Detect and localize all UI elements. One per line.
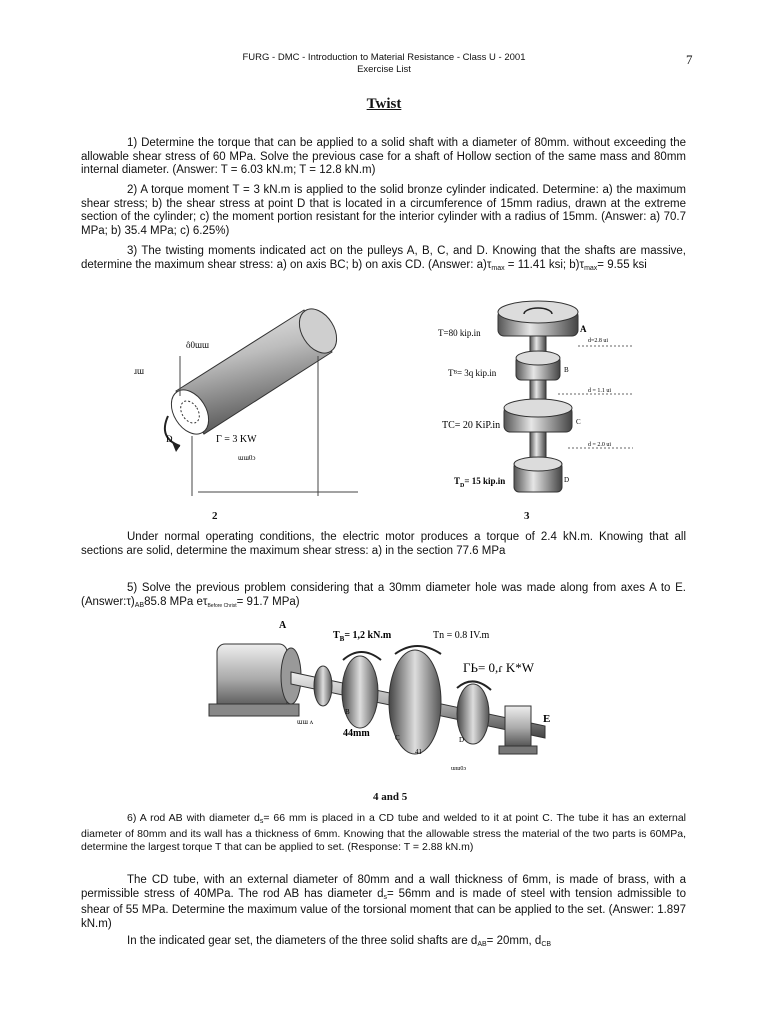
problem-4 bbox=[81, 531, 686, 558]
fig45-torque-b-sub: B bbox=[339, 635, 345, 643]
fig2-length-label: ɹɯ bbox=[134, 366, 144, 376]
problem-7-text: The CD tube, with an external diameter of 80mm and a wall thickness of 6mm, is made of brass, with a permissible stress of 40MPa. The rod AB has diameter d bbox=[81, 874, 686, 900]
problem-5-text: 85.8 MPa eτ bbox=[144, 595, 208, 608]
fig45-small-2: ɯɯ0ɔ bbox=[451, 766, 466, 772]
fig3-torque-d-rest: = 15 kip.in bbox=[464, 476, 506, 486]
fig45-label-c: C bbox=[395, 734, 400, 742]
subscript: Before Christ bbox=[207, 602, 237, 609]
fig2-small-label: ɯɯ0ɔ bbox=[238, 454, 256, 462]
pulley-stack bbox=[498, 301, 633, 492]
problem-8 bbox=[81, 935, 686, 952]
page-title-text: Twist bbox=[366, 96, 402, 112]
header-course: FURG - DMC - Introduction to Material Resistance - Class U - 2001 bbox=[242, 52, 526, 63]
fig45-label-d: D bbox=[459, 736, 465, 744]
fig45-small-1: ɯɯ ʌ bbox=[297, 718, 314, 726]
fig45-torque-b bbox=[333, 630, 392, 643]
fig45-torque-b-rest: = 1,2 kN.m bbox=[344, 630, 392, 641]
fig45-torque-e: ΓЬ= 0,ɾ K*W bbox=[463, 660, 535, 675]
fig2-diameter-label: ô0ɯɯ bbox=[186, 340, 210, 350]
fig2-point-d-label: D bbox=[166, 434, 173, 444]
fig3-label-c: C bbox=[576, 418, 581, 426]
figure-2-caption: 2 bbox=[212, 510, 218, 522]
problem-6 bbox=[81, 812, 686, 854]
problem-8-text: In the indicated gear set, the diameters of the three solid shafts are d bbox=[127, 935, 478, 947]
cylinder-drawing bbox=[164, 302, 358, 496]
figure-3-pulleys bbox=[428, 296, 648, 502]
problem-1 bbox=[81, 137, 686, 178]
fig45-label-a: A bbox=[279, 620, 287, 631]
subscript: max bbox=[584, 264, 598, 272]
problem-2 bbox=[81, 184, 686, 238]
figure-4-5-motor-shaft bbox=[205, 614, 565, 784]
fig3-torque-c: TC= 20 KiP.in bbox=[442, 420, 501, 431]
fig3-dim-2: d = 1.1 ui bbox=[588, 388, 612, 394]
fig3-label-b: B bbox=[564, 366, 569, 374]
fig3-dim-3: d = 2.0 ui bbox=[588, 442, 612, 448]
problem-7-text: = 56mm and is made of steel with tension admissible to shear of 55 MPa. Determine the maximum value of the torsional moment that can be applied to the set. (Answer: 1.897 kN.m) bbox=[81, 887, 686, 930]
problem-6-text: = 66 mm is placed in a CD tube and welded to it at point C. The tube it has an external diameter of 80mm and its wall has a thickness of 6mm. Knowing that the allowable stress the material of the two parts is 60MPa, determine the largest torque T that can be applied to set. (Response: T = 2.88 kN.m) bbox=[81, 812, 686, 853]
fig45-torque-b-t: T bbox=[333, 630, 340, 641]
problem-3 bbox=[81, 245, 686, 275]
problem-5-text: 5) Solve the previous problem considering that a 30mm diameter hole was made along from axes A to E. (Answer:τ) bbox=[81, 582, 686, 608]
problem-5 bbox=[81, 582, 686, 613]
fig3-label-d: D bbox=[564, 476, 570, 484]
page-title bbox=[0, 96, 768, 113]
problem-3-text: = 9.55 ksi bbox=[597, 258, 647, 271]
subscript: s bbox=[383, 893, 388, 901]
fig3-torque-d-sub: D bbox=[460, 483, 465, 489]
figure-4-5-caption: 4 and 5 bbox=[373, 791, 408, 803]
page-header bbox=[0, 52, 768, 76]
problem-3-text: 3) The twisting moments indicated act on the pulleys A, B, C, and D. Knowing that the shafts are massive, determine the maximum shear stress: a) on axis BC; b) on axis CD. (Answer: a)τ bbox=[81, 245, 686, 271]
fig3-torque-d-t: T bbox=[454, 476, 461, 486]
fig45-label-b: B bbox=[345, 708, 350, 716]
figure-2-cylinder bbox=[128, 296, 360, 502]
subscript: AB bbox=[134, 601, 145, 609]
problem-4-text: Under normal operating conditions, the electric motor produces a torque of 2.4 kN.m. Knowing that all sections are solid, determine the maximum shear stress: a) in the section 77.6 MPa bbox=[81, 531, 686, 557]
problem-6-text: 6) A rod AB with diameter d bbox=[127, 812, 260, 824]
fig3-torque-b: Tᴮ= 3q kip.in bbox=[448, 368, 497, 378]
problem-7 bbox=[81, 874, 686, 931]
fig45-dim-44: 44mm bbox=[343, 728, 370, 739]
fig3-dim-1: d=2.8 ui bbox=[588, 338, 609, 344]
fig45-label-e: E bbox=[543, 713, 551, 725]
figure-3-caption: 3 bbox=[524, 510, 530, 522]
subscript: CB bbox=[541, 941, 552, 948]
subscript: s bbox=[259, 818, 264, 825]
fig2-torque-label: Γ = 3 KW bbox=[216, 434, 257, 445]
header-subtitle: Exercise List bbox=[357, 64, 411, 75]
problem-2-text: 2) A torque moment T = 3 kN.m is applied to the solid bronze cylinder indicated. Determine: a) the maximum shear stress; b) the shear stress at point D that is located in a circumference of 15mm radius, drawn at the extreme section of the cylinder; c) the moment portion resistant for the interior cylinder with a radius of 15mm. (Answer: a) 70.7 MPa; b) 35.4 MPa; c) 6.25%) bbox=[81, 184, 686, 237]
fig3-label-a: A bbox=[580, 324, 587, 334]
problem-5-text: = 91.7 MPa) bbox=[236, 595, 300, 608]
fig45-dim-41: 41 bbox=[415, 748, 422, 756]
fig3-torque-a: T=80 kip.in bbox=[438, 328, 481, 338]
problem-8-text: = 20mm, d bbox=[486, 935, 542, 947]
fig45-torque-top: Tn = 0.8 IV.m bbox=[433, 630, 490, 641]
subscript: AB bbox=[477, 941, 487, 948]
problem-1-text: 1) Determine the torque that can be applied to a solid shaft with a diameter of 80mm. without exceeding the allowable shear stress of 60 MPa. Solve the previous case for a shaft of Hollow section of the same mass and 80mm internal diameter. (Answer: T = 6.03 kN.m; T = 12.8 kN.m) bbox=[81, 137, 686, 176]
subscript: max bbox=[491, 264, 505, 272]
fig3-torque-d bbox=[454, 476, 505, 489]
page-number: 7 bbox=[686, 52, 693, 67]
problem-3-text: = 11.41 ksi; b)τ bbox=[504, 258, 585, 271]
